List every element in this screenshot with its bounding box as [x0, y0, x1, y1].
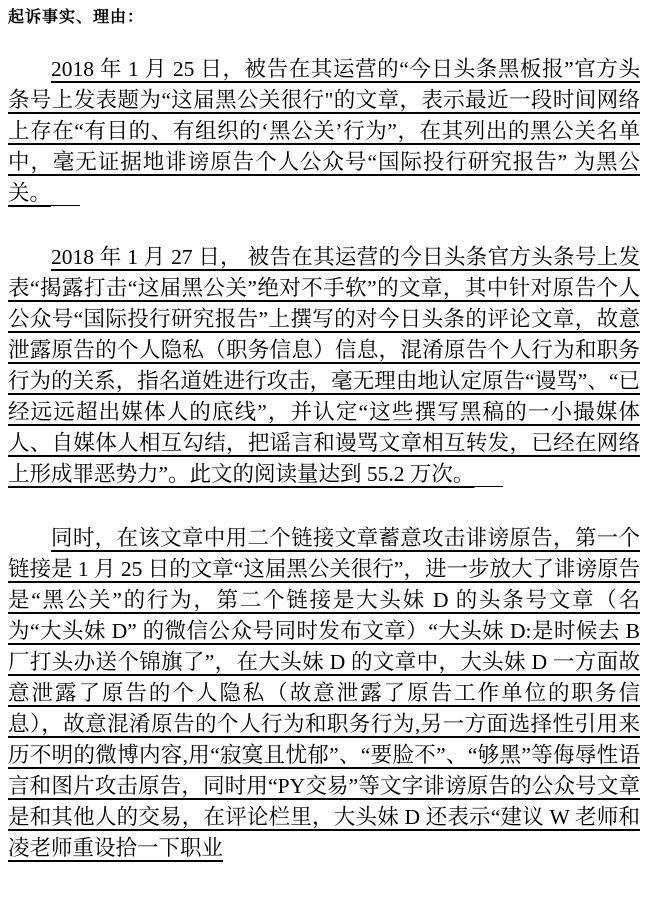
underline-tail [474, 486, 503, 487]
paragraph-3 [8, 523, 640, 864]
underline-tail [51, 205, 80, 206]
paragraph-1-text: 2018 年 1 月 25 日，被告在其运营的“今日头条黑板报”官方头条号上发表题为“这届黑公关很行"的文章，表示最近一段时间网络上存在“有目的、有组织的‘黑公关’行为”，在其列出的黑公关名单中，毫无证据地诽谤原告个人公众号“国际投行研究报告” 为黑公关。 [8, 57, 640, 205]
paragraph-2 [8, 242, 640, 490]
document-heading: 起诉事实、理由： [8, 9, 145, 26]
paragraph-1 [8, 54, 640, 209]
paragraph-2-text: 2018 年 1 月 27 日， 被告在其运营的今日头条官方头条号上发表“揭露打击“这届黑公关”绝对不手软”的文章，其中针对原告个人公众号“国际投行研究报告”上撰写的对今日头条的评论文章，故意泄露原告的个人隐私（职务信息）信息，混淆原告个人行为和职务行为的关系，指名道姓进行攻击，毫无理由地认定原告“谩骂”、“已经远远超出媒体人的底线”，并认定“这些撰写黑稿的一小撮媒体人、自媒体人相互勾结，把谣言和谩骂文章相互转发，已经在网络上形成罪恶势力”。此文的阅读量达到 55.2 万次。 [8, 245, 640, 486]
paragraph-3-text: 同时，在该文章中用二个链接文章蓄意攻击诽谤原告，第一个链接是 1 月 25 日的文章“这届黑公关很行”，进一步放大了诽谤原告是“黑公关”的行为，第二个链接是大头妹 D 的头条号文章（名为“大头妹 D” 的微信公众号同时发布文章）“大头妹 D:是时候去 B 厂打头办送个锦旗了”，在大头妹 D 的文章中，大头妹 D 一方面故意泄露了原告的个人隐私（故意泄露了原告工作单位的职务信息），故意混淆原告的个人行为和职务行为,另一方面选择性引用来历不明的微博内容,用“寂寞且忧郁”、“要脸不”、“够黑”等侮辱性语言和图片攻击原告，同时用“PY交易”等文字诽谤原告的公众号文章是和其他人的交易，在评论栏里，大头妹 D 还表示“建议 W 老师和凌老师重设拾一下职业 [8, 526, 640, 860]
